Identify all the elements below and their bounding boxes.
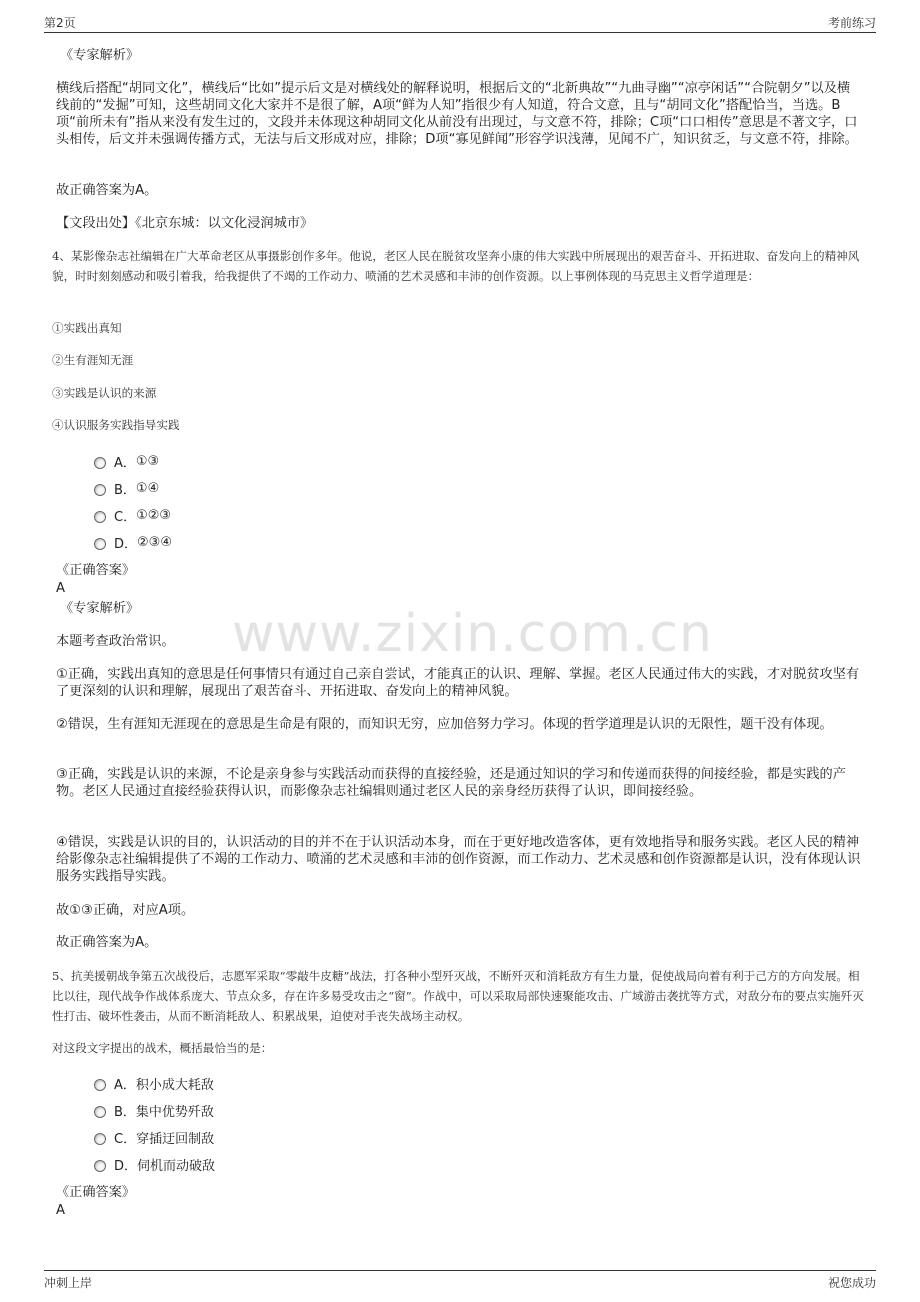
page-footer: [44, 1270, 876, 1291]
q4-answer-title: 《正确答案》: [56, 563, 136, 578]
radio-icon[interactable]: [94, 457, 106, 469]
q5-option-a[interactable]: A． 积小成大耗敌: [94, 1074, 214, 1092]
q3-analysis-paragraph: 横线后搭配“胡同文化”，横线后“比如”提示后文是对横线处的解释说明，根据后文的“北新典故”“九曲寻幽”“凉亭闲话”“合院朝夕”以及横线前的“发掘”可知，这些胡同文化大家并不是很了解，A项“鲜为人知”指很少有人知道，符合文意，且与“胡同文化”搭配恰当，当选。B项“前所未有”指从来没有发生过的，文段并未体现这种胡同文化从前没有出现过，与文意不符，排除；C项“口口相传”意思是不著文字，口头相传，后文并未强调传播方式，无法与后文形成对应，排除；D项“寡见鲜闻”形容学识浅薄，见闻不广，知识贫乏，与文意不符，排除。: [56, 81, 858, 147]
radio-icon[interactable]: [94, 1106, 106, 1118]
radio-icon[interactable]: [94, 1079, 106, 1091]
page-header: [44, 12, 876, 33]
q4-item-2: ②生有涯知无涯: [52, 353, 134, 367]
footer-left: 冲刺上岸: [44, 1276, 93, 1290]
q5-option-d[interactable]: D． 伺机而动破敌: [94, 1155, 215, 1173]
radio-icon[interactable]: [94, 538, 106, 550]
q5-answer-title: 《正确答案》: [56, 1185, 136, 1200]
q5-ask: 对这段文字提出的战术，概括最恰当的是：: [52, 1041, 273, 1055]
header-title: 考前练习: [827, 16, 876, 30]
q4-conclusion: 故正确答案为A。: [56, 935, 158, 950]
q4-para-1: ①正确，实践出真知的意思是任何事情只有通过自己亲自尝试，才能真正的认识、理解、掌握。老区人民通过伟大的实践，才对脱贫攻坚有了更深刻的认识和理解，展现出了艰苦奋斗、开拓进取、奋发向上的精神风貌。: [56, 667, 860, 699]
q4-option-c[interactable]: C． ①②③: [94, 506, 171, 524]
q3-analysis-title: 《专家解析》: [60, 48, 140, 63]
q3-source: 【文段出处】《北京东城：以文化浸润城市》: [56, 216, 314, 231]
q4-option-d[interactable]: D． ②③④: [94, 533, 172, 551]
radio-icon[interactable]: [94, 1133, 106, 1145]
q5-option-b[interactable]: B． 集中优势歼敌: [94, 1101, 214, 1119]
q4-option-a[interactable]: A． ①③: [94, 452, 159, 470]
radio-icon[interactable]: [94, 484, 106, 496]
q4-para-4: ④错误，实践是认识的目的，认识活动的目的并不在于认识活动本身，而在于更好地改造客体，更有效地指导和服务实践。老区人民的精神给影像杂志社编辑提供了不竭的工作动力、喷涌的艺术灵感和丰沛的创作资源，而工作动力、艺术灵感和创作资源都是认识，没有体现认识服务实践指导实践。: [56, 835, 861, 884]
q4-para-2: ②错误，生有涯知无涯现在的意思是生命是有限的，而知识无穷，应加倍努力学习。体现的哲学道理是认识的无限性，题干没有体现。: [56, 717, 833, 732]
page-number: 第2页: [44, 16, 76, 30]
q5-option-c[interactable]: C． 穿插迂回制敌: [94, 1128, 214, 1146]
watermark: www.zixin.com.cn: [232, 604, 713, 664]
q3-conclusion: 故正确答案为A。: [56, 183, 158, 198]
q4-intro: 本题考查政治常识。: [56, 634, 175, 649]
q4-para-3: ③正确，实践是认识的来源，不论是亲身参与实践活动而获得的直接经验，还是通过知识的学习和传递而获得的间接经验，都是实践的产物。老区人民通过直接经验获得认识，而影像杂志社编辑则通过老区人民的亲身经历获得了认识，即间接经验。: [56, 767, 846, 799]
q4-sum: 故①③正确，对应A项。: [56, 903, 195, 918]
radio-icon[interactable]: [94, 1160, 106, 1172]
q5-answer: A: [56, 1203, 66, 1218]
footer-right: 祝您成功: [827, 1276, 876, 1290]
q4-item-4: ④认识服务实践指导实践: [52, 418, 180, 432]
q4-item-3: ③实践是认识的来源: [52, 386, 157, 400]
q4-stem: 4、某影像杂志社编辑在广大革命老区从事摄影创作多年。他说，老区人民在脱贫攻坚奔小康的伟大实践中所展现出的艰苦奋斗、开拓进取、奋发向上的精神风貌，时时刻刻感动和吸引着我，给我提供了不竭的工作动力、喷涌的艺术灵感和丰沛的创作资源。以上事例体现的马克思主义哲学道理是：: [52, 249, 860, 283]
q5-stem: 5、抗美援朝战争第五次战役后，志愿军采取“零敲牛皮糖”战法，打各种小型歼灭战，不断歼灭和消耗敌方有生力量，促使战局向着有利于己方的方向发展。相比以往，现代战争作战体系庞大、节点众多，存在许多易受攻击之“窗”。作战中，可以采取局部快速聚能攻击、广域游击袭扰等方式，对敌分布的要点实施歼灭性打击、破坏性袭击，从而不断消耗敌人、积累战果，迫使对手丧失战场主动权。: [52, 969, 864, 1023]
radio-icon[interactable]: [94, 511, 106, 523]
q4-analysis-title: 《专家解析》: [60, 601, 140, 616]
q4-answer: A: [56, 581, 66, 596]
q4-item-1: ①实践出真知: [52, 321, 122, 335]
q4-option-b[interactable]: B． ①④: [94, 479, 159, 497]
